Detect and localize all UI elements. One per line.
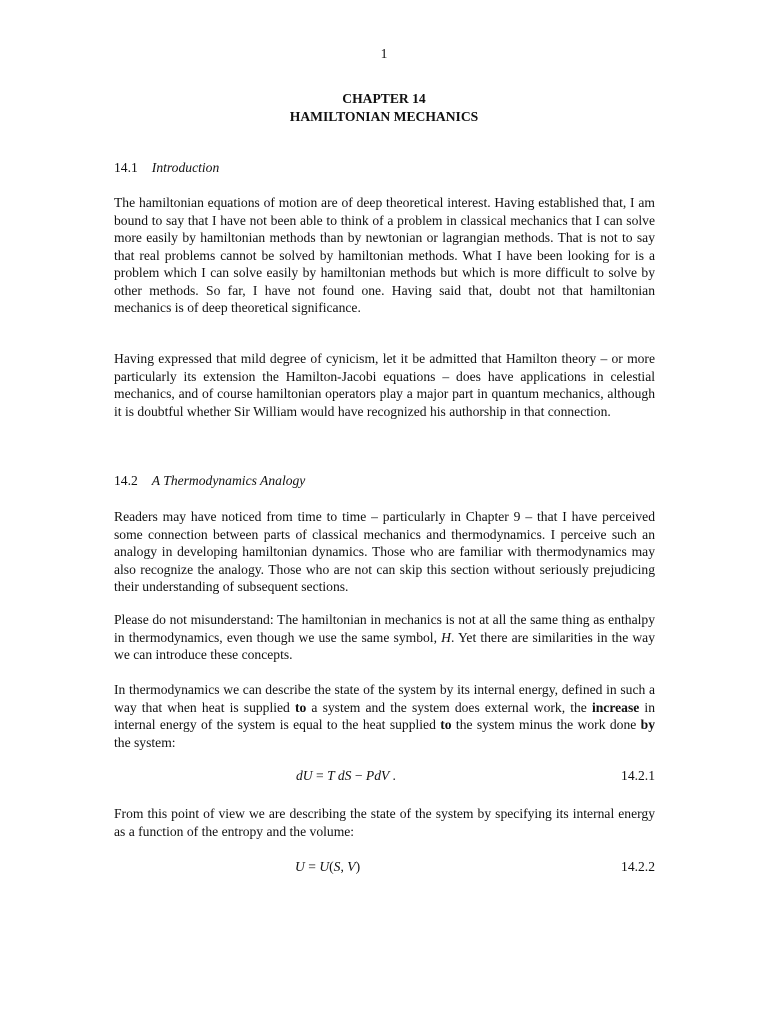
emphasis-by: by	[640, 717, 655, 732]
equation-number: 14.2.1	[621, 768, 655, 783]
equation-expression: U = U(S, V)	[295, 859, 361, 874]
paragraph-analogy-4: From this point of view we are describing the state of the system by specifying its internal energy as a function of the entropy and the volume:	[114, 806, 655, 839]
chapter-title: HAMILTONIAN MECHANICS	[289, 108, 479, 124]
paragraph-analogy-1: Readers may have noticed from time to time – particularly in Chapter 9 – that I have perceived some connection between parts of classical mechanics and thermodynamics. I perceive such an analogy in developing hamiltonian dynamics. Those who are familiar with thermodynamics may also recognize the analogy. Those who are not can skip this section without seriously prejudicing their understanding of subsequent sections.	[114, 509, 655, 594]
paragraph-analogy-3: In thermodynamics we can describe the state of the system by its internal energy, defined in such a way that when heat is supplied to a system and the system does external work, the increase in internal energy of the system is equal to the heat supplied to the system minus the work done by the system:	[114, 682, 655, 750]
page-number: 1	[380, 46, 388, 61]
symbol-h: H	[441, 629, 451, 645]
section-number: 14.1	[114, 160, 138, 175]
equation-expression: dU = T dS − PdV .	[296, 768, 396, 783]
emphasis-increase: increase	[591, 699, 640, 715]
emphasis-to: to	[294, 699, 307, 715]
equation-14-2-2	[114, 858, 655, 876]
section-title: Introduction	[151, 160, 220, 175]
chapter-label: CHAPTER 14	[342, 91, 426, 106]
section-heading-14-2	[114, 472, 305, 490]
equation-14-2-1	[114, 767, 655, 785]
paragraph-introduction-1: The hamiltonian equations of motion are of deep theoretical interest. Having established that, I am bound to say that I have not been able to think of a problem in classical mechanics that I can solve more easily by hamiltonian methods than by newtonian or lagrangian methods. That is not to say that real problems cannot be solved by hamiltonian methods. What I have been looking for is a problem which I can solve easily by hamiltonian methods but which is more difficult to solve by other methods. So far, I have not found one. Having said that, doubt not that hamiltonian mechanics is of deep theoretical significance.	[114, 195, 655, 315]
chapter-heading	[0, 90, 768, 125]
paragraph-introduction-2: Having expressed that mild degree of cynicism, let it be admitted that Hamilton theory – or more particularly its extension the Hamilton-Jacobi equations – does have applications in celestial mechanics, and of course hamiltonian operators play a major part in quantum mechanics, although it is doubtful whether Sir William would have recognized his authorship in that connection.	[114, 351, 655, 419]
equation-number: 14.2.2	[621, 859, 655, 874]
paragraph-analogy-2: Please do not misunderstand: The hamiltonian in mechanics is not at all the same thing as enthalpy in thermodynamics, even though we use the same symbol, H. Yet there are similarities in the way we can introduce these concepts.	[114, 612, 655, 662]
section-number: 14.2	[114, 473, 138, 488]
section-heading-14-1	[114, 159, 219, 177]
section-title: A Thermodynamics Analogy	[151, 473, 306, 488]
emphasis-to: to	[440, 717, 452, 732]
